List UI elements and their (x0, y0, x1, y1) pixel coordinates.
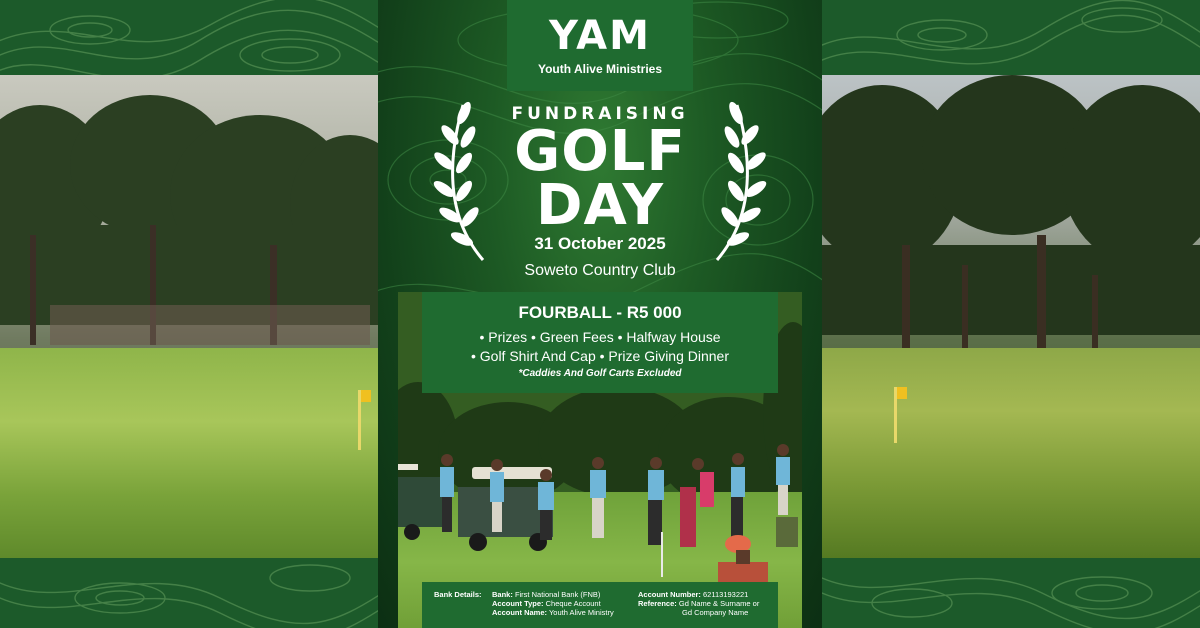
package-inclusions-line1: • Prizes • Green Fees • Halfway House (479, 329, 721, 345)
contour-pattern-band (822, 0, 1200, 75)
event-title-line1: GOLF (514, 119, 686, 184)
golf-course-photo (822, 75, 1200, 558)
event-poster (378, 0, 822, 628)
logo-organization-name: Youth Alive Ministries (537, 61, 663, 76)
event-date: 31 October 2025 (534, 234, 666, 253)
logo-box (507, 0, 693, 91)
account-number-label: Account Number: (638, 590, 701, 599)
logo-mark: YAM (549, 12, 651, 59)
package-title: FOURBALL - R5 000 (518, 303, 682, 322)
reference-label: Reference: (638, 599, 677, 608)
bank-details-column-1 (492, 590, 614, 617)
bank-details-box (422, 582, 778, 628)
event-title-line2: DAY (535, 173, 664, 238)
right-side-panel (822, 0, 1200, 628)
bank-details-column-2 (638, 590, 759, 617)
account-type-value: Cheque Account (545, 599, 601, 608)
package-exclusions-note: *Caddies And Golf Carts Excluded (518, 368, 682, 379)
golf-course-photo (0, 75, 378, 558)
account-number-value: 62113193221 (703, 590, 749, 599)
contour-pattern-band (822, 558, 1200, 628)
contour-pattern-band (0, 0, 378, 75)
event-venue: Soweto Country Club (524, 262, 676, 279)
account-type-label: Account Type: (492, 599, 544, 608)
bank-name-value: First National Bank (FNB) (514, 590, 601, 599)
reference-value-line2: Gd Company Name (682, 608, 749, 617)
package-details-box (422, 292, 778, 393)
contour-pattern-band (0, 558, 378, 628)
golf-flag (358, 390, 361, 450)
account-name-value: Youth Alive Ministry (548, 608, 614, 617)
account-name-label: Account Name: (492, 608, 548, 617)
event-kicker: FUNDRAISING (511, 104, 689, 124)
golf-flag (894, 387, 897, 443)
package-inclusions-line2: • Golf Shirt And Cap • Prize Giving Dinner (470, 348, 730, 364)
left-side-panel (0, 0, 378, 628)
bank-details-heading: Bank Details: (434, 590, 482, 599)
bank-name-label: Bank: (492, 590, 513, 599)
reference-value-line1: Gd Name & Surname or (678, 599, 760, 608)
